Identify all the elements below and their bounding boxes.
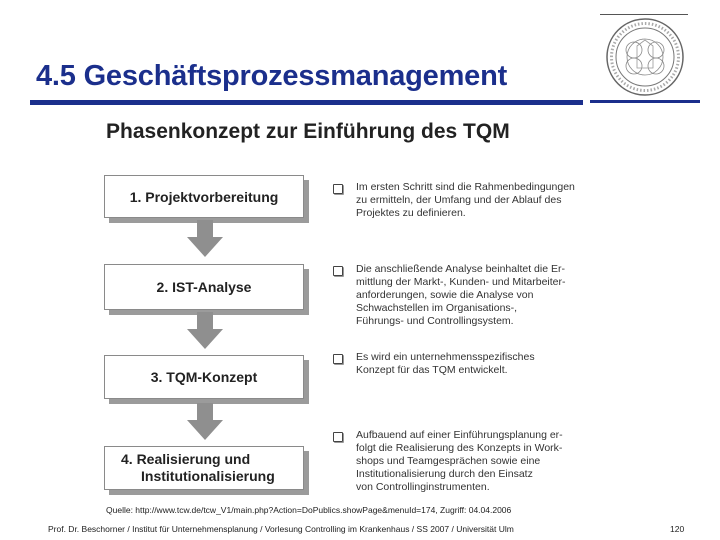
bullet-icon (333, 266, 343, 276)
footer-text: Prof. Dr. Beschorner / Institut für Unternehmensplanung / Vorlesung Controlling im Krankenhaus / SS 2007 / Universität Ulm (48, 524, 514, 534)
university-seal-icon (604, 16, 686, 98)
phase-4-label-line1: 4. Realisierung und (121, 451, 251, 467)
phase-2-description: Die anschließende Analyse beinhaltet die Er- mittlung der Markt-, Kunden- und Mitarbeiter- anforderungen, sowie die Analyse von Schwachstellen im Organisations-, Führungs- und Controllingsystem. (356, 263, 566, 327)
page-number: 120 (670, 524, 685, 534)
title-underline-right (590, 100, 700, 103)
page-title: 4.5 Geschäftsprozessmanagement (36, 60, 508, 92)
seal-divider (600, 14, 688, 15)
bullet-icon (333, 354, 343, 364)
bullet-icon (333, 184, 343, 194)
down-arrow-icon (185, 220, 225, 258)
phase-4-description: Aufbauend auf einer Einführungsplanung er- folgt die Realisierung des Konzepts in Work- shops und Teamgesprächen sowie eine Institutionalisierung durch den Einsatz von Controllinginstrumenten. (356, 429, 563, 493)
source-citation: Quelle: http://www.tcw.de/tcw_V1/main.php?Action=DoPublics.showPage&menuId=174, Zugriff: 04.04.2006 (106, 505, 512, 515)
down-arrow-icon (185, 403, 225, 441)
phase-box-2: 2. IST-Analyse (104, 264, 304, 310)
phase-box-3: 3. TQM-Konzept (104, 355, 304, 399)
phase-3-description: Es wird ein unternehmensspezifisches Konzept für das TQM entwickelt. (356, 351, 535, 376)
phase-4-label-line2: Institutionalisierung (141, 468, 275, 484)
down-arrow-icon (185, 312, 225, 350)
title-underline (30, 100, 583, 105)
phase-box-4 (104, 446, 304, 490)
bullet-icon (333, 432, 343, 442)
phase-box-1: 1. Projektvorbereitung (104, 175, 304, 218)
content-heading: Phasenkonzept zur Einführung des TQM (106, 120, 510, 143)
phase-1-description: Im ersten Schritt sind die Rahmenbedingungen zu ermitteln, der Umfang und der Ablauf des Projektes zu definieren. (356, 181, 575, 219)
